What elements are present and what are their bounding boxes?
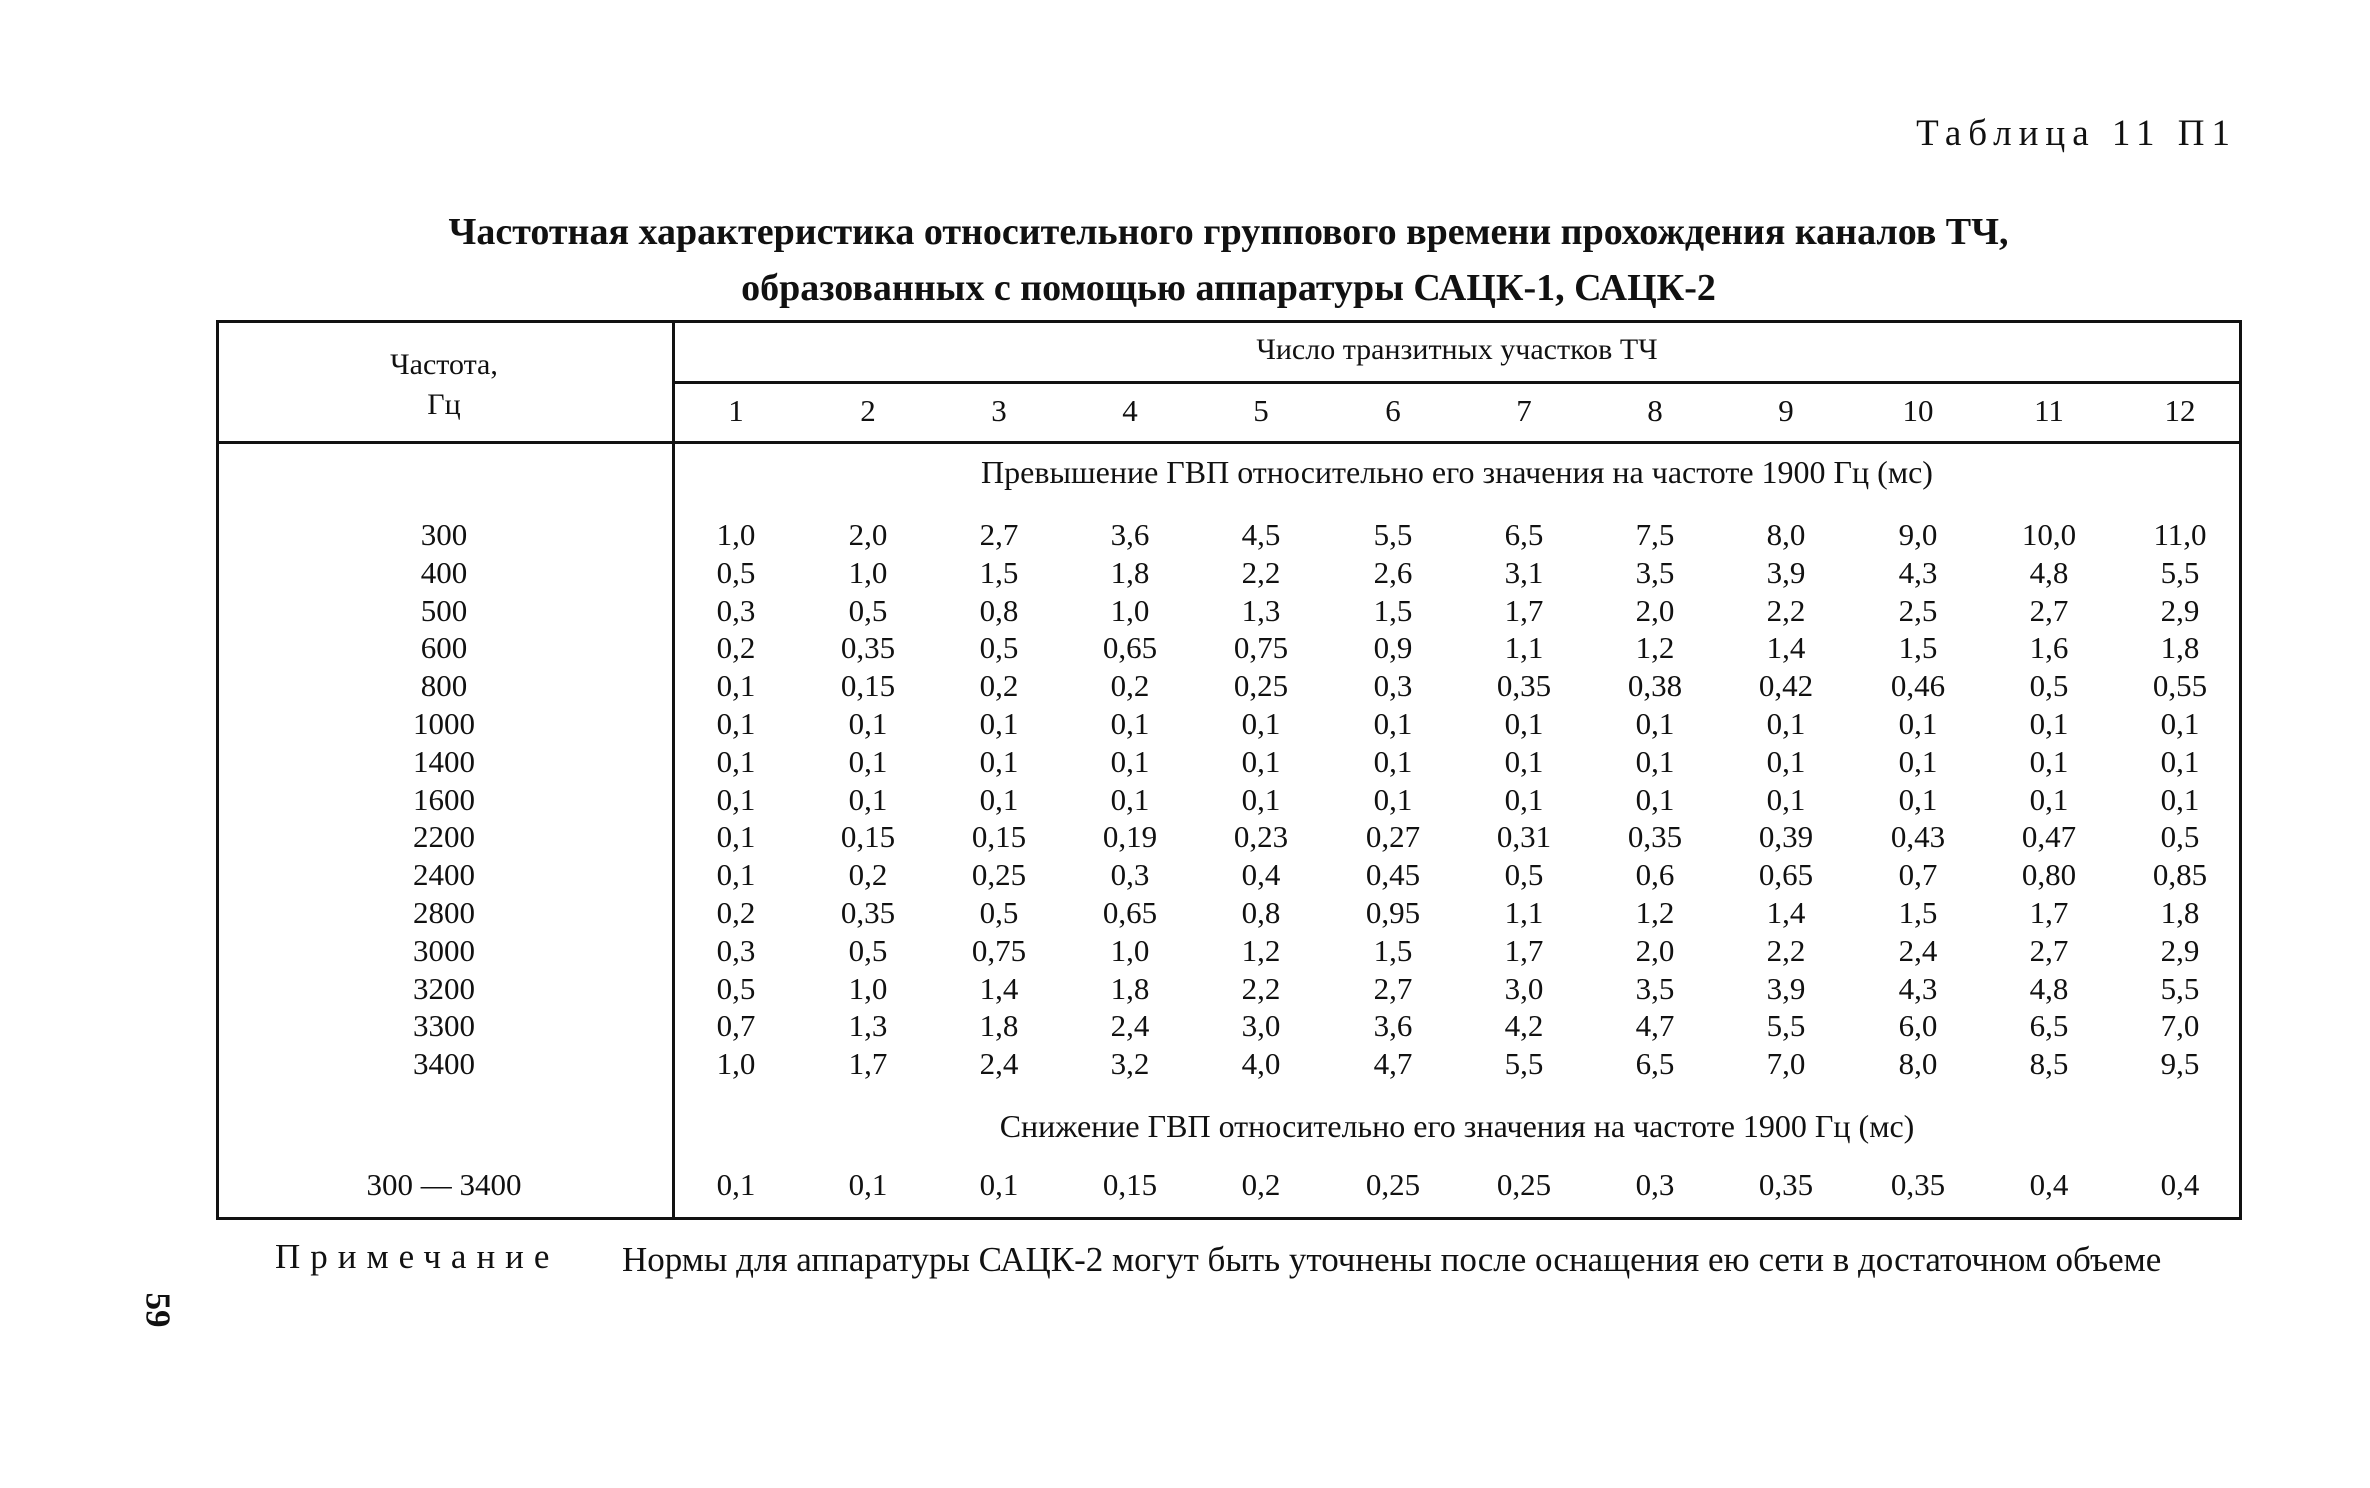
- excess-table-cell: 11,0: [2153, 517, 2207, 552]
- excess-table-cell: 4,3: [1898, 554, 1938, 590]
- excess-table-cell: 2,6: [1373, 554, 1413, 590]
- excess-table-cell: 0,1: [1766, 781, 1806, 817]
- excess-table-cell: 0,5: [1504, 857, 1544, 893]
- excess-table-cell: 0,1: [1898, 781, 1938, 817]
- column-header-5: 5: [1253, 393, 1269, 428]
- excess-table-cell: 0,1: [1110, 743, 1150, 779]
- excess-table-cell: 2,4: [1898, 932, 1938, 968]
- excess-table-cell: 1,2: [1241, 932, 1281, 968]
- excess-table-cell: 2,7: [2029, 932, 2069, 968]
- excess-table-cell: 0,31: [1496, 819, 1552, 855]
- excess-table-cell: 3,6: [1110, 517, 1150, 552]
- excess-table-cell: 0,85: [2152, 857, 2208, 893]
- excess-table-cell: 4,8: [2029, 554, 2069, 590]
- excess-table-cell: 0,23: [1233, 819, 1289, 855]
- excess-table-cell: 1,8: [979, 1008, 1019, 1044]
- excess-table-cell: 0,5: [2160, 819, 2200, 855]
- excess-table-cell: 1,5: [979, 554, 1019, 590]
- excess-table-cell: 0,1: [2160, 706, 2200, 741]
- excess-table-cell: 7,0: [1766, 1046, 1806, 1082]
- excess-table-cell: 2,0: [1635, 592, 1675, 628]
- column-header-2: 2: [860, 393, 876, 428]
- excess-table-cell: 0,65: [1102, 630, 1158, 666]
- excess-table-cell: 0,65: [1102, 895, 1158, 930]
- excess-table-cell: 0,25: [971, 857, 1027, 893]
- excess-table-cell: 0,1: [1635, 781, 1675, 817]
- excess-table-cell: 0,2: [1110, 668, 1150, 704]
- excess-table-cell: 0,43: [1890, 819, 1946, 855]
- column-header-10: 10: [1902, 393, 1934, 428]
- excess-table-cell: 2,2: [1766, 932, 1806, 968]
- excess-table-cell: 2,0: [848, 517, 888, 552]
- excess-row-frequency: 3200: [413, 970, 475, 1006]
- excess-table-cell: 0,1: [1898, 743, 1938, 779]
- excess-table-cell: 0,5: [848, 932, 888, 968]
- excess-table-cell: 1,0: [716, 1046, 756, 1082]
- excess-table-cell: 0,15: [840, 819, 896, 855]
- excess-row-frequency: 1000: [413, 706, 475, 741]
- column-header-6: 6: [1385, 393, 1401, 428]
- column-header-7: 7: [1516, 393, 1532, 428]
- excess-table-cell: 0,6: [1635, 857, 1675, 893]
- excess-table-cell: 0,5: [848, 592, 888, 628]
- excess-table-cell: 0,1: [1241, 781, 1281, 817]
- column-header-9: 9: [1778, 393, 1794, 428]
- excess-table-cell: 3,2: [1110, 1046, 1150, 1082]
- excess-table-cell: 5,5: [2160, 970, 2200, 1006]
- excess-table-cell: 0,1: [1635, 706, 1675, 741]
- excess-table-cell: 0,3: [716, 932, 756, 968]
- excess-table-cell: 2,9: [2160, 592, 2200, 628]
- excess-table-cell: 0,1: [848, 743, 888, 779]
- excess-table-cell: 0,27: [1365, 819, 1421, 855]
- excess-table-cell: 0,1: [2029, 781, 2069, 817]
- excess-table-cell: 1,7: [848, 1046, 888, 1082]
- excess-table-cell: 0,1: [1766, 706, 1806, 741]
- excess-table-cell: 0,3: [1373, 668, 1413, 704]
- excess-table-cell: 0,1: [1766, 743, 1806, 779]
- excess-table-cell: 0,15: [840, 668, 896, 704]
- excess-table-cell: 1,5: [1373, 592, 1413, 628]
- header-divider-bottom: [216, 441, 2242, 444]
- excess-table-cell: 0,5: [2029, 668, 2069, 704]
- excess-table-cell: 5,5: [2160, 554, 2200, 590]
- decrease-table-cell: 0,35: [1758, 1167, 1814, 1202]
- excess-table-cell: 4,7: [1373, 1046, 1413, 1082]
- excess-table-cell: 1,8: [1110, 554, 1150, 590]
- excess-table-cell: 4,3: [1898, 970, 1938, 1006]
- excess-table-cell: 0,5: [716, 970, 756, 1006]
- excess-table-cell: 8,5: [2029, 1046, 2069, 1082]
- excess-table-cell: 0,1: [2160, 743, 2200, 779]
- column-header-1: 1: [728, 393, 744, 428]
- excess-table-cell: 0,1: [1241, 706, 1281, 741]
- column-header-11: 11: [2034, 393, 2064, 428]
- excess-table-cell: 1,4: [1766, 630, 1806, 666]
- column-header-8: 8: [1647, 393, 1663, 428]
- excess-table-cell: 0,45: [1365, 857, 1421, 893]
- excess-row-frequency: 800: [420, 668, 468, 704]
- page-number: 59: [138, 1292, 178, 1328]
- excess-table-cell: 0,1: [1373, 743, 1413, 779]
- excess-table-cell: 0,35: [840, 630, 896, 666]
- excess-table-cell: 0,1: [979, 706, 1019, 741]
- excess-table-cell: 1,8: [2160, 895, 2200, 930]
- excess-table-cell: 2,9: [2160, 932, 2200, 968]
- excess-table-cell: 1,5: [1898, 895, 1938, 930]
- excess-table-cell: 0,1: [1504, 781, 1544, 817]
- excess-table-cell: 0,46: [1890, 668, 1946, 704]
- decrease-table-cell: 0,25: [1365, 1167, 1421, 1202]
- decrease-table-cell: 0,1: [716, 1167, 756, 1202]
- note-label: Примечание: [275, 1237, 560, 1276]
- decrease-table-cell: 0,25: [1496, 1167, 1552, 1202]
- excess-table-cell: 1,8: [2160, 630, 2200, 666]
- excess-table-cell: 0,35: [1627, 819, 1683, 855]
- excess-row-frequency: 500: [420, 592, 468, 628]
- excess-table-cell: 1,3: [1241, 592, 1281, 628]
- column-header-12: 12: [2164, 393, 2196, 428]
- excess-table-cell: 2,2: [1241, 970, 1281, 1006]
- excess-table-cell: 3,5: [1635, 970, 1675, 1006]
- excess-table-cell: 0,39: [1758, 819, 1814, 855]
- excess-table-cell: 0,75: [971, 932, 1027, 968]
- excess-table-cell: 6,5: [1504, 517, 1544, 552]
- excess-table-cell: 1,7: [1504, 932, 1544, 968]
- table-title: [0, 204, 2370, 316]
- excess-table-cell: 0,95: [1365, 895, 1421, 930]
- excess-row-frequency: 3400: [413, 1046, 475, 1082]
- excess-table-cell: 0,1: [2160, 781, 2200, 817]
- decrease-table-cell: 0,15: [1102, 1167, 1158, 1202]
- excess-row-frequency: 1400: [413, 743, 475, 779]
- frequency-header: [216, 345, 672, 425]
- excess-table-cell: 0,4: [1241, 857, 1281, 893]
- title-line-2: образованных с помощью аппаратуры САЦК-1, САЦК-2: [741, 267, 1716, 309]
- excess-table-cell: 5,5: [1766, 1008, 1806, 1044]
- excess-table-cell: 0,35: [840, 895, 896, 930]
- excess-table-cell: 6,5: [1635, 1046, 1675, 1082]
- excess-row-frequency: 2200: [413, 819, 475, 855]
- excess-table-cell: 2,0: [1635, 932, 1675, 968]
- excess-table-cell: 0,35: [1496, 668, 1552, 704]
- decrease-table-cell: 0,2: [1241, 1167, 1281, 1202]
- excess-table-cell: 0,1: [1898, 706, 1938, 741]
- excess-table-cell: 1,2: [1635, 630, 1675, 666]
- excess-table-cell: 3,0: [1504, 970, 1544, 1006]
- excess-table-cell: 0,19: [1102, 819, 1158, 855]
- excess-table-cell: 2,2: [1241, 554, 1281, 590]
- frequency-header-line-1: Частота,: [390, 348, 498, 381]
- column-header-3: 3: [991, 393, 1007, 428]
- excess-table-cell: 0,80: [2021, 857, 2077, 893]
- excess-table-cell: 0,8: [979, 592, 1019, 628]
- excess-table-cell: 0,8: [1241, 895, 1281, 930]
- excess-row-frequency: 2800: [413, 895, 475, 930]
- excess-table-cell: 0,1: [716, 668, 756, 704]
- excess-table-cell: 0,42: [1758, 668, 1814, 704]
- excess-table-cell: 0,38: [1627, 668, 1683, 704]
- excess-table-cell: 1,6: [2029, 630, 2069, 666]
- excess-table-cell: 0,2: [848, 857, 888, 893]
- excess-table-cell: 0,25: [1233, 668, 1289, 704]
- excess-table-cell: 1,0: [848, 970, 888, 1006]
- excess-table-cell: 1,0: [1110, 592, 1150, 628]
- excess-table-cell: 1,8: [1110, 970, 1150, 1006]
- decrease-section-title: Снижение ГВП относительно его значения на частоте 1900 Гц (мс): [999, 1108, 1915, 1144]
- excess-table-cell: 1,2: [1635, 895, 1675, 930]
- excess-table-cell: 6,5: [2029, 1008, 2069, 1044]
- excess-table-cell: 1,1: [1504, 630, 1544, 666]
- excess-table-cell: 0,1: [1504, 706, 1544, 741]
- decrease-table-cell: 0,1: [848, 1167, 888, 1202]
- excess-table-cell: 0,1: [1504, 743, 1544, 779]
- excess-table-cell: 0,2: [716, 630, 756, 666]
- excess-table-cell: 0,7: [716, 1008, 756, 1044]
- excess-table-cell: 2,5: [1898, 592, 1938, 628]
- excess-table-cell: 0,5: [716, 554, 756, 590]
- excess-table-cell: 0,1: [716, 857, 756, 893]
- excess-table-cell: 9,0: [1898, 517, 1938, 552]
- excess-table-cell: 0,5: [979, 895, 1019, 930]
- excess-table-cell: 5,5: [1504, 1046, 1544, 1082]
- header-divider-transit: [672, 381, 2242, 384]
- excess-table-cell: 0,55: [2152, 668, 2208, 704]
- column-header-4: 4: [1122, 393, 1138, 428]
- excess-table-cell: 8,0: [1898, 1046, 1938, 1082]
- excess-table-cell: 10,0: [2021, 517, 2077, 552]
- title-line-1: Частотная характеристика относительного группового времени прохождения каналов ТЧ,: [448, 211, 2009, 253]
- excess-table-cell: 0,65: [1758, 857, 1814, 893]
- excess-table-cell: 0,1: [716, 706, 756, 741]
- excess-table-cell: 2,4: [1110, 1008, 1150, 1044]
- excess-table-cell: 3,9: [1766, 970, 1806, 1006]
- excess-table-cell: 1,0: [716, 517, 756, 552]
- excess-table-cell: 1,1: [1504, 895, 1544, 930]
- table-number: Таблица 11 П1: [1916, 113, 2237, 154]
- excess-table-cell: 0,1: [2029, 706, 2069, 741]
- excess-table-cell: 0,1: [1110, 706, 1150, 741]
- excess-table-cell: 0,1: [1373, 706, 1413, 741]
- excess-table-cell: 0,3: [1110, 857, 1150, 893]
- excess-table-cell: 0,1: [848, 781, 888, 817]
- excess-table-cell: 1,5: [1898, 630, 1938, 666]
- excess-table-cell: 3,6: [1373, 1008, 1413, 1044]
- excess-table-cell: 0,15: [971, 819, 1027, 855]
- excess-row-frequency: 2400: [413, 857, 475, 893]
- excess-table-cell: 8,0: [1766, 517, 1806, 552]
- excess-table-cell: 1,4: [979, 970, 1019, 1006]
- excess-table-cell: 0,1: [1110, 781, 1150, 817]
- excess-table-cell: 3,0: [1241, 1008, 1281, 1044]
- excess-table-cell: 4,8: [2029, 970, 2069, 1006]
- decrease-table-cell: 0,4: [2160, 1167, 2200, 1202]
- transit-header: Число транзитных участков ТЧ: [1256, 333, 1658, 366]
- excess-table-cell: 2,4: [979, 1046, 1019, 1082]
- note-text: Нормы для аппаратуры САЦК-2 могут быть уточнены после оснащения ею сети в достаточном объеме: [622, 1240, 2162, 1279]
- excess-table-cell: 3,9: [1766, 554, 1806, 590]
- excess-table-cell: 1,5: [1373, 932, 1413, 968]
- excess-table-cell: 4,7: [1635, 1008, 1675, 1044]
- excess-row-frequency: 300: [420, 517, 468, 552]
- excess-table-cell: 7,0: [2160, 1008, 2200, 1044]
- excess-table-cell: 0,9: [1373, 630, 1413, 666]
- excess-table-cell: 0,1: [716, 781, 756, 817]
- excess-table-cell: 1,4: [1766, 895, 1806, 930]
- excess-table-cell: 1,7: [2029, 895, 2069, 930]
- excess-row-frequency: 600: [420, 630, 468, 666]
- excess-table-cell: 0,1: [1373, 781, 1413, 817]
- excess-table-cell: 3,5: [1635, 554, 1675, 590]
- excess-table-cell: 0,1: [1635, 743, 1675, 779]
- excess-table-cell: 5,5: [1373, 517, 1413, 552]
- excess-table-cell: 4,0: [1241, 1046, 1281, 1082]
- excess-table-cell: 0,1: [979, 781, 1019, 817]
- decrease-table-cell: 0,3: [1635, 1167, 1675, 1202]
- excess-table-cell: 0,2: [979, 668, 1019, 704]
- decrease-row-frequency: 300 — 3400: [366, 1167, 522, 1202]
- excess-table-cell: 4,5: [1241, 517, 1281, 552]
- excess-table-cell: 2,2: [1766, 592, 1806, 628]
- excess-table-cell: 0,3: [716, 592, 756, 628]
- excess-section-title: Превышение ГВП относительно его значения на частоте 1900 Гц (мс): [981, 454, 1933, 490]
- excess-table-cell: 0,5: [979, 630, 1019, 666]
- excess-table-cell: 7,5: [1635, 517, 1675, 552]
- decrease-table-cell: 0,1: [979, 1167, 1019, 1202]
- excess-table-cell: 2,7: [2029, 592, 2069, 628]
- decrease-table-cell: 0,35: [1890, 1167, 1946, 1202]
- excess-table-cell: 0,7: [1898, 857, 1938, 893]
- excess-table-cell: 2,7: [979, 517, 1019, 552]
- decrease-table-cell: 0,4: [2029, 1167, 2069, 1202]
- excess-table-cell: 0,2: [716, 895, 756, 930]
- excess-table-cell: 1,7: [1504, 592, 1544, 628]
- excess-table-cell: 6,0: [1898, 1008, 1938, 1044]
- excess-table-cell: 0,1: [1241, 743, 1281, 779]
- excess-row-frequency: 3300: [413, 1008, 475, 1044]
- excess-table-cell: 1,0: [848, 554, 888, 590]
- excess-row-frequency: 400: [420, 554, 468, 590]
- excess-table-cell: 9,5: [2160, 1046, 2200, 1082]
- excess-table-cell: 1,3: [848, 1008, 888, 1044]
- excess-table-cell: 3,1: [1504, 554, 1544, 590]
- excess-table-cell: 4,2: [1504, 1008, 1544, 1044]
- excess-table-cell: 0,1: [716, 819, 756, 855]
- excess-table-cell: 0,47: [2021, 819, 2077, 855]
- excess-row-frequency: 1600: [413, 781, 475, 817]
- excess-table-cell: 0,1: [2029, 743, 2069, 779]
- excess-table-cell: 2,7: [1373, 970, 1413, 1006]
- frequency-header-line-2: Гц: [427, 388, 461, 421]
- excess-table-cell: 0,75: [1233, 630, 1289, 666]
- excess-table-cell: 1,0: [1110, 932, 1150, 968]
- excess-table-cell: 0,1: [716, 743, 756, 779]
- excess-row-frequency: 3000: [413, 932, 475, 968]
- excess-table-cell: 0,1: [848, 706, 888, 741]
- excess-table-cell: 0,1: [979, 743, 1019, 779]
